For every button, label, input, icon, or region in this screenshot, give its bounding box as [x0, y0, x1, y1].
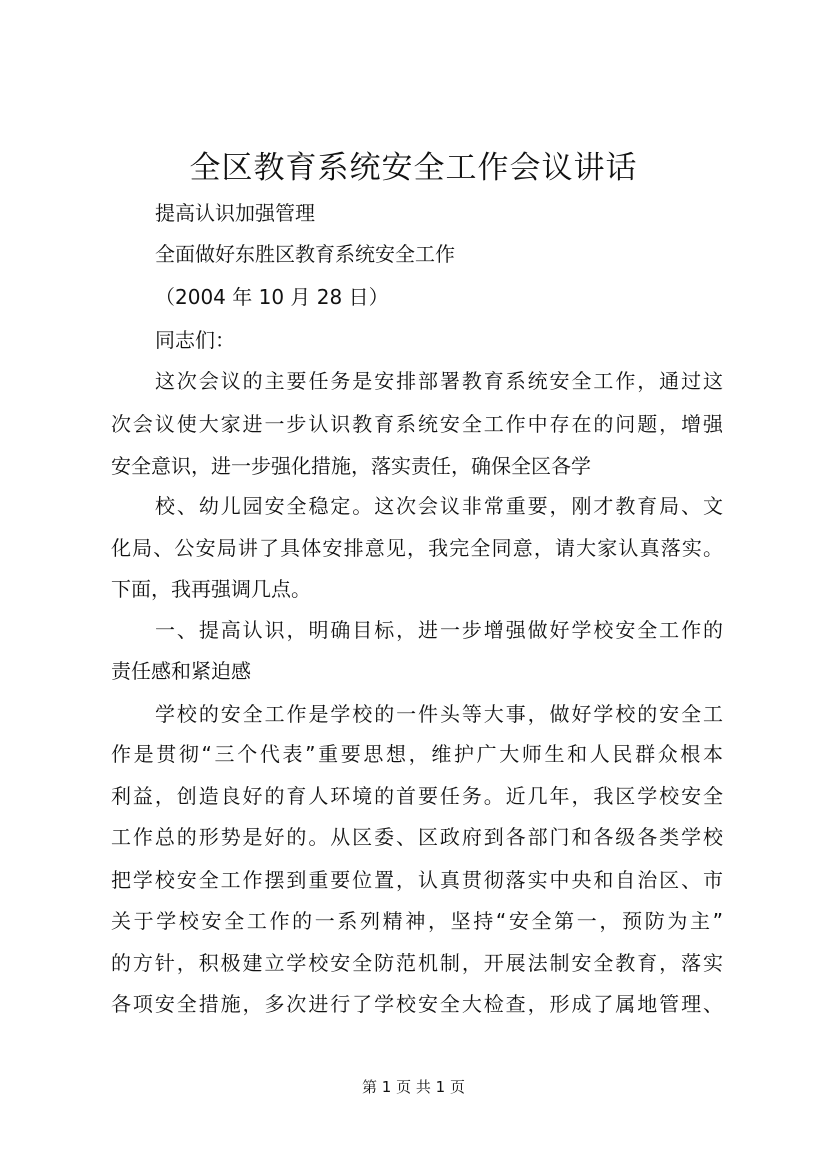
date-line: （2004 年 10 月 28 日） [155, 285, 389, 309]
salutation: 同志们： [155, 328, 235, 352]
paragraph-line: 的方针，积极建立学校安全防范机制，开展法制安全教育，落实 [111, 951, 723, 975]
paragraph-line: 工作总的形势是好的。从区委、区政府到各部门和各级各类学校 [111, 825, 723, 849]
paragraph-line: 学校的安全工作是学校的一件头等大事，做好学校的安全工 [155, 702, 723, 726]
paragraph-line: 作是贯彻“三个代表”重要思想，维护广大师生和人民群众根本 [111, 742, 723, 766]
subtitle-line-1: 提高认识加强管理 [155, 201, 315, 225]
subtitle-line-2: 全面做好东胜区教育系统安全工作 [155, 242, 455, 266]
paragraph-line: 下面，我再强调几点。 [111, 577, 311, 601]
paragraph-line: 关于学校安全工作的一系列精神，坚持“安全第一，预防为主” [111, 909, 723, 933]
paragraph-line: 利益，创造良好的育人环境的首要任务。近几年，我区学校安全 [111, 784, 723, 808]
section-heading-line: 一、提高认识，明确目标，进一步增强做好学校安全工作的 [155, 618, 723, 642]
page-footer: 第 1 页 共 1 页 [362, 1078, 465, 1096]
paragraph-line: 次会议使大家进一步认识教育系统安全工作中存在的问题，增强 [111, 412, 723, 436]
paragraph-line: 化局、公安局讲了具体安排意见，我完全同意，请大家认真落实。 [111, 536, 723, 560]
paragraph-line: 校、幼儿园安全稳定。这次会议非常重要，刚才教育局、文 [155, 494, 723, 518]
paragraph-line: 这次会议的主要任务是安排部署教育系统安全工作，通过这 [155, 369, 723, 393]
section-heading-line: 责任感和紧迫感 [111, 659, 251, 683]
paragraph-line: 安全意识，进一步强化措施，落实责任，确保全区各学 [111, 454, 591, 478]
paragraph-line: 把学校安全工作摆到重要位置，认真贯彻落实中央和自治区、市 [111, 868, 723, 892]
document-title: 全区教育系统安全工作会议讲话 [189, 150, 638, 186]
paragraph-line: 各项安全措施，多次进行了学校安全大检查，形成了属地管理、 [111, 992, 723, 1016]
